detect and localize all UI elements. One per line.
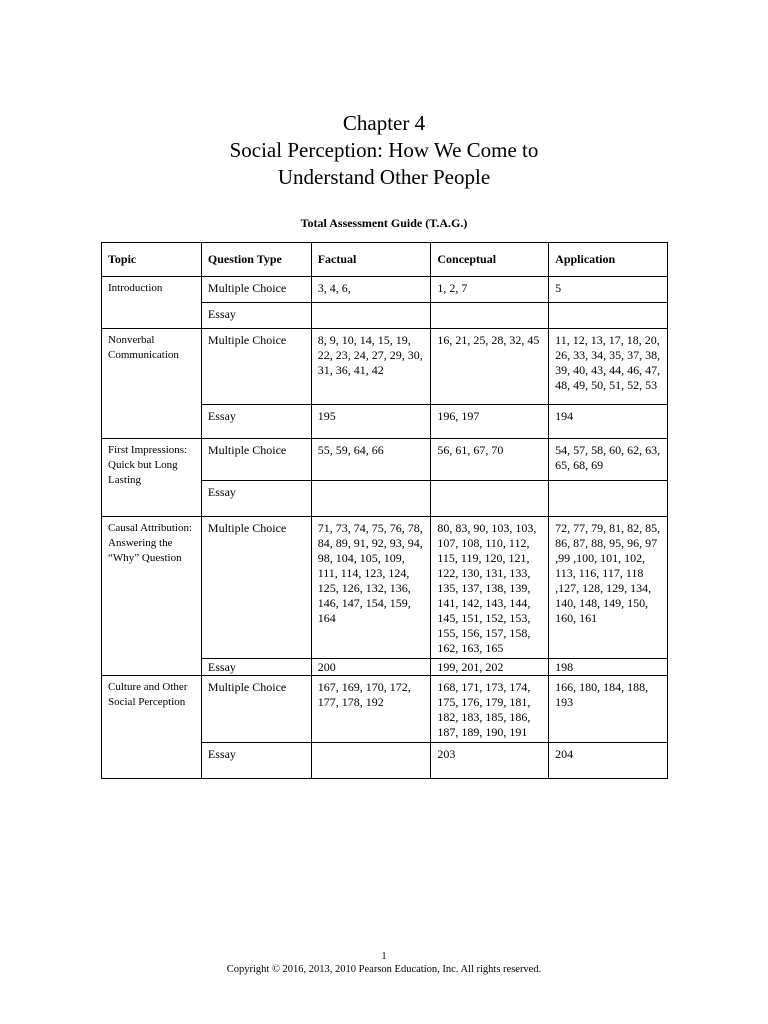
header-question-type: Question Type xyxy=(201,243,311,277)
conceptual-cell: 16, 21, 25, 28, 32, 45 xyxy=(431,329,549,405)
question-type-cell: Multiple Choice xyxy=(201,277,311,303)
chapter-title-line2: Understand Other People xyxy=(277,165,491,189)
copyright-notice: Copyright © 2016, 2013, 2010 Pearson Education, Inc. All rights reserved. xyxy=(226,964,542,975)
question-type-cell: Multiple Choice xyxy=(201,329,311,405)
application-cell: 166, 180, 184, 188, 193 xyxy=(549,676,668,743)
factual-cell: 200 xyxy=(311,659,431,676)
factual-cell: 8, 9, 10, 14, 15, 19, 22, 23, 24, 27, 29, 30, 31, 36, 41, 42 xyxy=(311,329,431,405)
topic-cell: Causal Attribution: Answering the “Why” Question xyxy=(102,517,202,676)
topic-cell: Culture and Other Social Perception xyxy=(102,676,202,779)
conceptual-cell: 203 xyxy=(431,743,549,779)
question-type-cell: Essay xyxy=(201,405,311,439)
factual-cell xyxy=(311,481,431,517)
page-number: 1 xyxy=(381,951,387,962)
topic-cell: First Impressions: Quick but Long Lasting xyxy=(102,439,202,517)
table-row xyxy=(102,676,668,743)
page-title xyxy=(0,110,768,191)
application-cell: 194 xyxy=(549,405,668,439)
topic-cell: Introduction xyxy=(102,277,202,329)
header-conceptual: Conceptual xyxy=(431,243,549,277)
factual-cell: 195 xyxy=(311,405,431,439)
application-cell xyxy=(549,303,668,329)
factual-cell: 167, 169, 170, 172, 177, 178, 192 xyxy=(311,676,431,743)
conceptual-cell: 56, 61, 67, 70 xyxy=(431,439,549,481)
application-cell: 204 xyxy=(549,743,668,779)
question-type-cell: Essay xyxy=(201,743,311,779)
table-row xyxy=(102,517,668,659)
chapter-title-line1: Social Perception: How We Come to xyxy=(229,138,539,162)
header-application: Application xyxy=(549,243,668,277)
factual-cell: 3, 4, 6, xyxy=(311,277,431,303)
header-topic: Topic xyxy=(102,243,202,277)
table-header-row xyxy=(102,243,668,277)
chapter-heading: Chapter 4 xyxy=(342,111,426,135)
question-type-cell: Multiple Choice xyxy=(201,439,311,481)
application-cell: 11, 12, 13, 17, 18, 20, 26, 33, 34, 35, 37, 38, 39, 40, 43, 44, 46, 47, 48, 49, 50, 51, 52, 53 xyxy=(549,329,668,405)
question-type-cell: Essay xyxy=(201,481,311,517)
header-factual: Factual xyxy=(311,243,431,277)
factual-cell xyxy=(311,743,431,779)
conceptual-cell: 1, 2, 7 xyxy=(431,277,549,303)
table-caption: Total Assessment Guide (T.A.G.) xyxy=(300,216,468,230)
question-type-cell: Essay xyxy=(201,303,311,329)
table-row xyxy=(102,439,668,481)
application-cell xyxy=(549,481,668,517)
application-cell: 5 xyxy=(549,277,668,303)
conceptual-cell: 168, 171, 173, 174, 175, 176, 179, 181, 182, 183, 185, 186, 187, 189, 190, 191 xyxy=(431,676,549,743)
conceptual-cell: 199, 201, 202 xyxy=(431,659,549,676)
assessment-guide-table xyxy=(101,242,668,779)
table-row xyxy=(102,329,668,405)
question-type-cell: Multiple Choice xyxy=(201,517,311,659)
question-type-cell: Multiple Choice xyxy=(201,676,311,743)
factual-cell: 71, 73, 74, 75, 76, 78, 84, 89, 91, 92, 93, 94, 98, 104, 105, 109, 111, 114, 123, 124, 125, 126, 132, 136, 146, 147, 154, 159, 164 xyxy=(311,517,431,659)
factual-cell: 55, 59, 64, 66 xyxy=(311,439,431,481)
factual-cell xyxy=(311,303,431,329)
application-cell: 198 xyxy=(549,659,668,676)
conceptual-cell: 196, 197 xyxy=(431,405,549,439)
table-row xyxy=(102,277,668,303)
conceptual-cell xyxy=(431,481,549,517)
conceptual-cell: 80, 83, 90, 103, 103, 107, 108, 110, 112, 115, 119, 120, 121, 122, 130, 131, 133, 135, 137, 138, 139, 141, 142, 143, 144, 145, 151, 152, 153, 155, 156, 157, 158, 162, 163, 165 xyxy=(431,517,549,659)
topic-cell: Nonverbal Communication xyxy=(102,329,202,439)
application-cell: 54, 57, 58, 60, 62, 63, 65, 68, 69 xyxy=(549,439,668,481)
conceptual-cell xyxy=(431,303,549,329)
application-cell: 72, 77, 79, 81, 82, 85, 86, 87, 88, 95, 96, 97 ,99 ,100, 101, 102, 113, 116, 117, 118 ,127, 128, 129, 134, 140, 148, 149, 150, 160, 161 xyxy=(549,517,668,659)
question-type-cell: Essay xyxy=(201,659,311,676)
